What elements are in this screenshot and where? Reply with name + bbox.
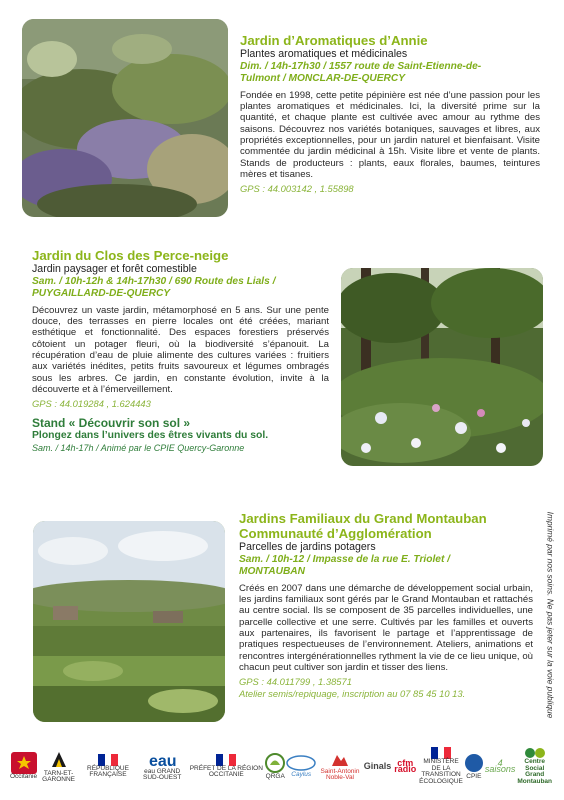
section-address-line: MONTAUBAN: [239, 566, 306, 578]
centre-social-logo: Centre Social Grand Montauban: [515, 747, 554, 785]
section-description: Fondée en 1998, cette petite pépinière est née d’une passion pour les plantes aromatiques et médicinales. Ici, la diversité prime sur la quantité, et chaque plante est cultivée avec amour au rythme des saisons. Découvrez nos variétés botaniques, sauvages et libres, aux propriétés exceptionnelles, pour un jardin naturel et bienfaisant. Visite commentée du jardin médicinal à 15h. Visite libre et vente de plants. Stands de producteurs : plants, eaux florales, baumes, teintures mères et tisanes.: [240, 89, 540, 180]
section-gps: GPS : 44.011799 , 1.38571: [239, 676, 352, 688]
section-address-line: Tulmont / MONCLAR-DE-QUERCY: [240, 73, 406, 85]
section-description: Découvrez un vaste jardin, métamorphosé en 5 ans. Sur une pente douce, des terrasses en pierre locales ont été créées, mariant esthétique et fonctionnalité. Des espaces forestiers préservés côtoient un potager fleuri, où la biodiversité s’épanouit. La récupération d’eau de pluie alimente des cultures variées : fruitiers aux variétés inédites, petits fruits savoureux et légumes ombragés sous les arbres. Ce jardin, en constante évolution, invite à la découverte et à l’émerveillement.: [32, 304, 329, 395]
section-title: Jardin d’Aromatiques d’Annie: [240, 33, 428, 48]
stand-title: Stand « Découvrir son sol »: [32, 416, 191, 431]
section-subtitle: Jardin paysager et forêt comestible: [32, 263, 197, 275]
partner-logos: [10, 740, 554, 792]
svg-text:eau: eau: [149, 752, 177, 769]
qrga-logo: QRGA: [264, 752, 286, 781]
photo-aromatic-garden: [22, 19, 228, 217]
section-gps: GPS : 44.019284 , 1.624443: [32, 398, 151, 410]
section-schedule-line: Sam. / 10h-12 / Impasse de la rue E. Triolet /: [239, 554, 451, 565]
caylus-logo: Caylus: [286, 754, 316, 779]
republique-francaise-logo: RÉPUBLIQUE FRANÇAISE: [80, 754, 136, 779]
section-gps: GPS : 44.003142 , 1.55898: [240, 183, 354, 195]
occitanie-logo: Occitanie: [10, 752, 37, 781]
garden-section-familiaux: [239, 511, 533, 700]
section-description: Créés en 2007 dans une démarche de développement social urbain, les jardins familiaux sont gérés par le Grand Montauban et rattachés au centre social. Ils se composent de 35 parcelles individuelles, une parcelle collective et une serre. Cultivés par les familles et ouverts aux partenaires, ils favorisent le partage et l’apprentissage de pratiques respectueuses de l’environnement. Ateliers, animations et rencontres intergénérationnelles rythment la vie de ce lieu unique, où chacun peut cultiver son jardin et tisser des liens.: [239, 582, 533, 673]
cpie-logo: CPIE: [463, 752, 485, 781]
section-workshop-note: Atelier semis/repiquage, inscription au 07 85 45 10 13.: [239, 688, 466, 700]
photo-perce-neige-garden: [341, 268, 543, 466]
section-title-line-2: Communauté d’Agglomération: [239, 526, 432, 541]
print-notice-text: Imprimé par nos soins. Ne pas jeter sur la voie publique: [545, 511, 555, 719]
quatre-saisons-logo: 4 saisons: [484, 757, 516, 774]
section-subtitle: Parcelles de jardins potagers: [239, 541, 376, 553]
cfm-radio-logo: cfm radio: [394, 757, 417, 774]
stand-subtitle: Plongez dans l’univers des êtres vivants du sol.: [32, 430, 269, 442]
section-schedule-line: Dim. / 14h-17h30 / 1557 route de Saint-Etienne-de-: [240, 61, 482, 72]
section-subtitle: Plantes aromatiques et médicinales: [240, 48, 408, 60]
eau-grand-sud-ouest-logo: eau eau GRAND SUD-OUEST: [143, 752, 182, 781]
photo-familiaux-gardens: [33, 521, 225, 722]
print-notice: [538, 490, 562, 740]
tarn-et-garonne-logo: TARN-ET-GARONNE: [37, 749, 80, 784]
stand-info: Sam. / 14h-17h / Animé par le CPIE Quercy-Garonne: [32, 442, 245, 453]
section-title: Jardin du Clos des Perce-neige: [32, 248, 229, 263]
section-title-line-1: Jardins Familiaux du Grand Montauban: [239, 511, 487, 526]
ministere-transition-logo: MINISTÈRE DE LA TRANSITION ÉCOLOGIQUE: [419, 747, 463, 785]
section-schedule-line: Sam. / 10h-12h & 14h-17h30 / 690 Route des Lials /: [32, 276, 276, 287]
garden-section-annie: [240, 33, 540, 195]
prefet-region-logo: PRÉFET DE LA RÉGION OCCITANIE: [188, 754, 264, 779]
stand-box: [32, 416, 329, 454]
garden-section-perce-neige: [32, 248, 329, 454]
section-address-line: PUYGAILLARD-DE-QUERCY: [32, 288, 171, 300]
ginals-logo: Ginals: [363, 760, 392, 771]
saint-antonin-logo: Saint-Antonin Noble-Val: [316, 751, 364, 782]
